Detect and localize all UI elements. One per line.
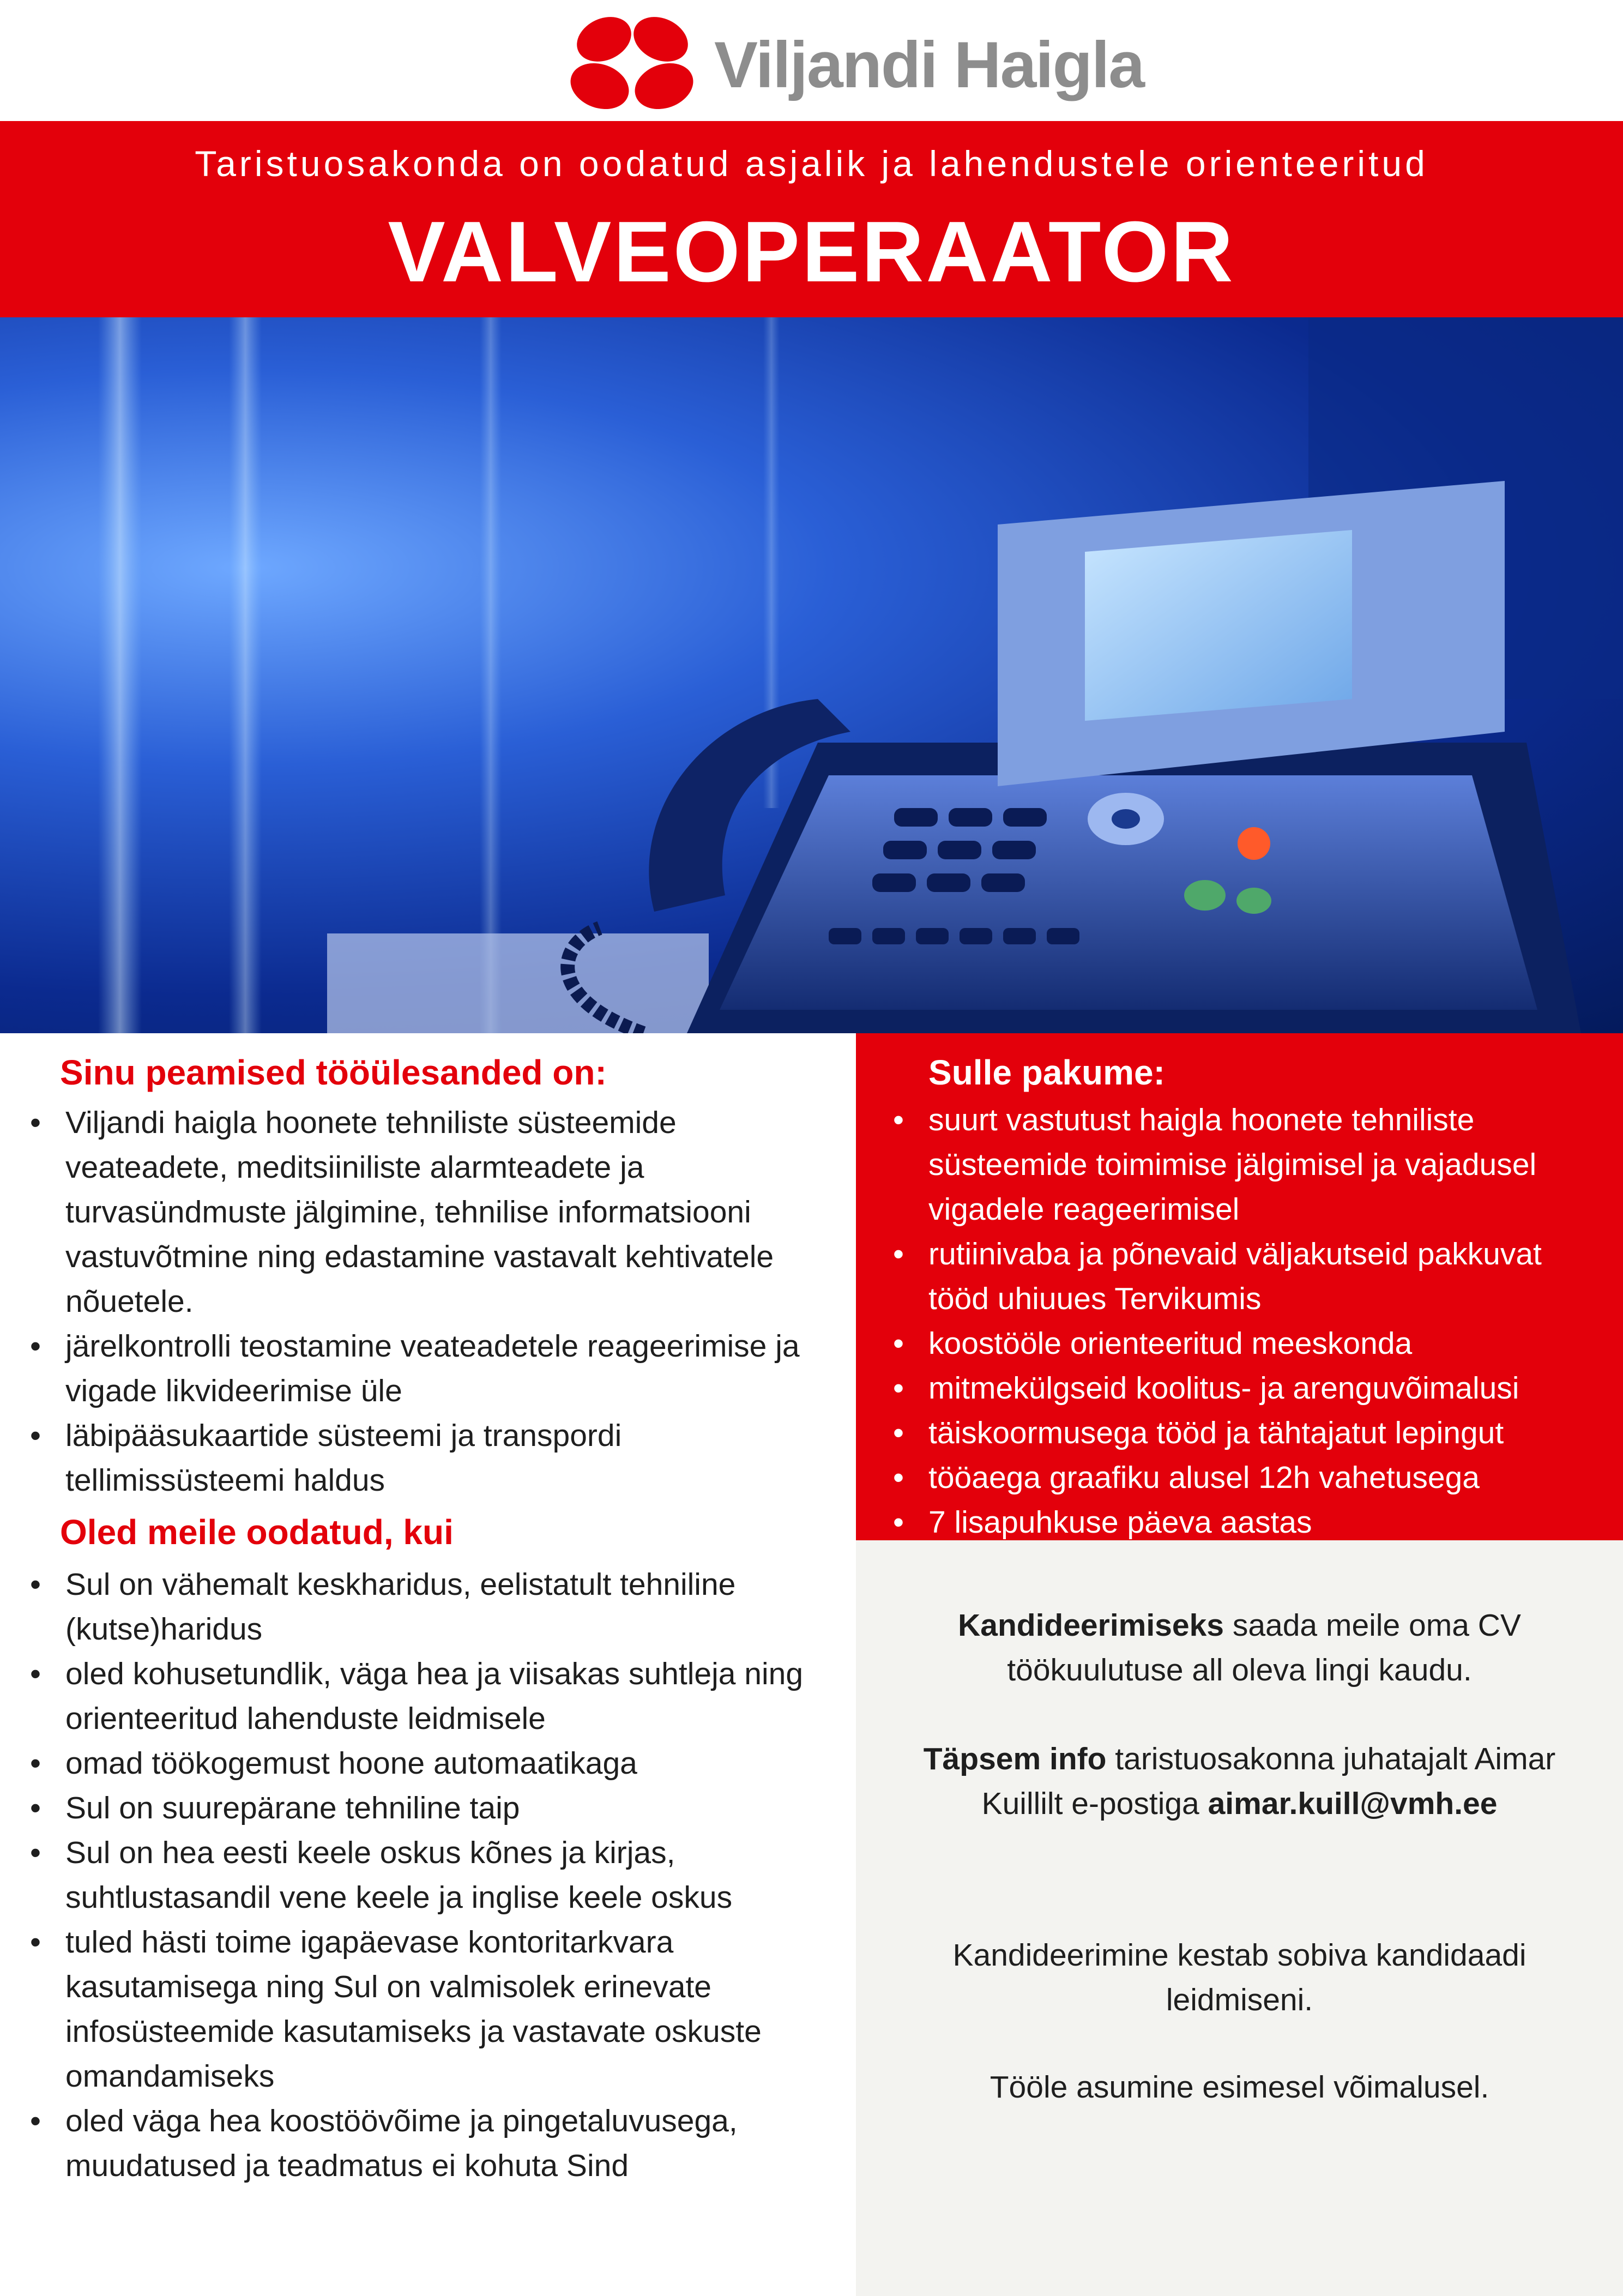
- contact-panel: [856, 1540, 1623, 2296]
- requirements-heading: Oled meile oodatud, kui: [60, 1512, 454, 1552]
- list-item: • oled kohusetundlik, väga hea ja viisakas suhtleja ning orienteeritud lahenduste leidmisele: [65, 1652, 840, 1741]
- offer-heading: Sulle pakume:: [928, 1053, 1165, 1092]
- logo: [562, 5, 1144, 120]
- left-column: [0, 1033, 856, 2296]
- list-item: • rutiinivaba ja põnevaid väljakutseid pakkuvat tööd uhiuues Tervikumis: [928, 1232, 1599, 1321]
- info-bold: Täpsem info: [923, 1741, 1107, 1776]
- list-item: • Sul on hea eesti keele oskus kõnes ja kirjas, suhtlustasandil vene keele ja inglise keele oskus: [65, 1830, 840, 1920]
- duties-list: [65, 1100, 840, 1503]
- job-title: VALVEOPERAATOR: [388, 204, 1235, 300]
- info-line1: taristuosakonna juhatajalt Aimar: [1106, 1741, 1556, 1776]
- list-item: • täiskoormusega tööd ja tähtajatut lepingut: [928, 1411, 1599, 1455]
- logo-text: Viljandi Haigla: [714, 28, 1144, 101]
- contact-email-link[interactable]: aimar.kuill@vmh.ee: [1208, 1786, 1498, 1821]
- list-item: • Sul on suurepärane tehniline taip: [65, 1786, 840, 1830]
- info-line2: Kuillilt e-postiga: [981, 1786, 1208, 1821]
- telephone-illustration: [0, 317, 1623, 1033]
- list-item: • koostööle orienteeritud meeskonda: [928, 1321, 1599, 1366]
- list-item: • 7 lisapuhkuse päeva aastas: [928, 1500, 1599, 1545]
- list-item: • Viljandi haigla hoonete tehniliste süsteemide veateadete, meditsiiniliste alarmteadete ja turvasündmuste jälgimine, tehnilise informatsiooni vastuvõtmine ning edastamine vastavalt kehtivatele nõuetele.: [65, 1100, 840, 1324]
- apply-line2: töökuulutuse all oleva lingi kaudu.: [1007, 1653, 1472, 1688]
- list-item: • omad töökogemust hoone automaatikaga: [65, 1741, 840, 1786]
- start-text: Tööle asumine esimesel võimalusel.: [990, 2070, 1489, 2105]
- deadline-line2: leidmiseni.: [1166, 1982, 1313, 2017]
- deadline-text: [856, 1933, 1623, 2022]
- requirements-list: [65, 1562, 840, 2188]
- title-banner: [0, 121, 1623, 317]
- banner-subtitle: Taristuosakonda on oodatud asjalik ja lahendustele orienteeritud: [195, 143, 1428, 184]
- list-item: • läbipääsukaartide süsteemi ja transpordi tellimissüsteemi haldus: [65, 1413, 840, 1503]
- duties-heading: Sinu peamised tööülesanded on:: [60, 1053, 607, 1092]
- list-item: • tuled hästi toime igapäevase kontoritarkvara kasutamisega ning Sul on valmisolek erinevate infosüsteemide kasutamiseks ja vastavate oskuste omandamiseks: [65, 1920, 840, 2099]
- list-item: • oled väga hea koostöövõime ja pingetaluvusega, muudatused ja teadmatus ei kohuta Sind: [65, 2099, 840, 2188]
- list-item: • Sul on vähemalt keskharidus, eelistatult tehniline (kutse)haridus: [65, 1562, 840, 1652]
- deadline-line1: Kandideerimine kestab sobiva kandidaadi: [952, 1938, 1527, 1973]
- apply-text: [856, 1603, 1623, 1692]
- info-text: [856, 1737, 1623, 1826]
- list-item: • järelkontrolli teostamine veateadetele reageerimise ja vigade likvideerimise üle: [65, 1324, 840, 1413]
- offer-panel: [856, 1033, 1623, 1540]
- list-item: • tööaega graafiku alusel 12h vahetusega: [928, 1455, 1599, 1500]
- apply-bold: Kandideerimiseks: [958, 1608, 1224, 1643]
- list-item: • suurt vastutust haigla hoonete tehniliste süsteemide toimimise jälgimisel ja vajadusel vigadele reageerimisel: [928, 1098, 1599, 1232]
- offer-list: [928, 1098, 1599, 1545]
- four-petal-flower-logo-icon: [562, 5, 703, 120]
- apply-line1: saada meile oma CV: [1223, 1608, 1521, 1643]
- telephone-photo: [0, 317, 1623, 1033]
- list-item: • mitmekülgseid koolitus- ja arenguvõimalusi: [928, 1366, 1599, 1411]
